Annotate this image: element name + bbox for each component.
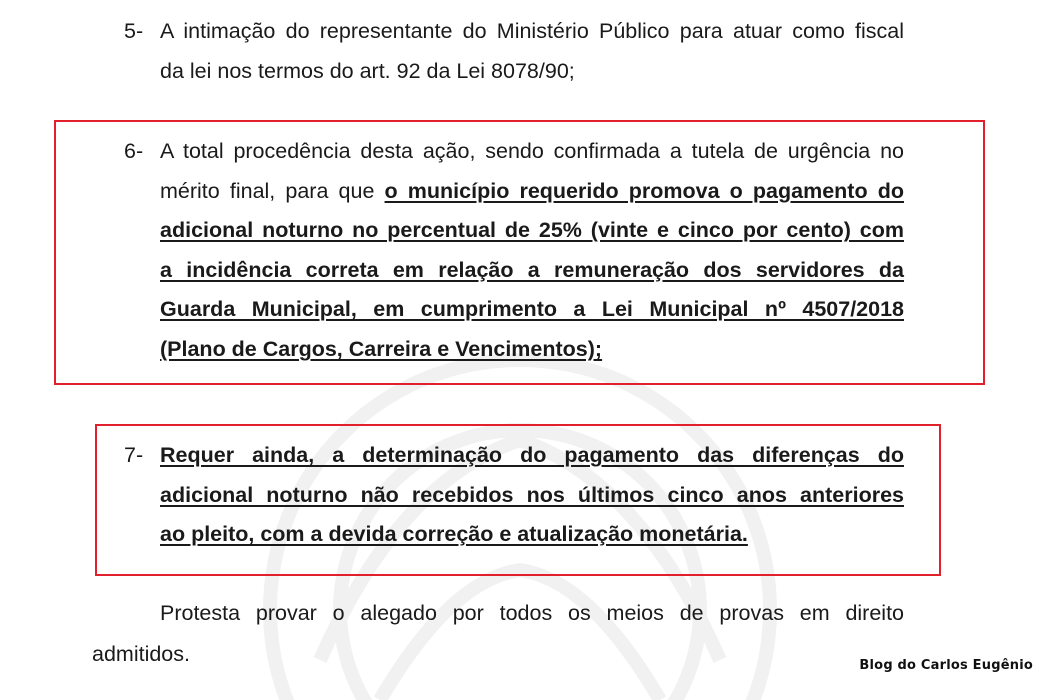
bold-underlined-line: adicional noturno não recebidos nos últimos cinco anos anteriores bbox=[160, 482, 904, 507]
plain-text: mérito final, para que bbox=[160, 178, 385, 203]
closing-line: admitidos. bbox=[92, 642, 190, 666]
blog-credit: Blog do Carlos Eugênio bbox=[859, 658, 1033, 673]
bold-underlined-text: ao pleito, com a devida correção e atualização monetária. bbox=[160, 522, 748, 547]
item-text bbox=[160, 132, 904, 370]
text-line: A total procedência desta ação, sendo confirmada a tutela de urgência no bbox=[160, 139, 904, 163]
text-line bbox=[160, 330, 904, 370]
closing-paragraph bbox=[92, 593, 904, 675]
closing-line: Protesta provar o alegado por todos os meios de provas em direito bbox=[160, 601, 904, 625]
item-number: 5- bbox=[124, 19, 144, 43]
bold-underlined-line: adicional noturno no percentual de 25% (vinte e cinco por cento) com bbox=[160, 218, 904, 243]
text-line: A intimação do representante do Ministério Público para atuar como fiscal bbox=[160, 19, 904, 43]
text-line bbox=[160, 515, 904, 555]
item-text bbox=[160, 12, 904, 91]
text-line: da lei nos termos do art. 92 da Lei 8078/90; bbox=[160, 58, 575, 83]
bold-underlined-line: Guarda Municipal, em cumprimento a Lei Municipal nº 4507/2018 bbox=[160, 297, 904, 322]
text-line-mixed bbox=[160, 172, 904, 212]
item-number: 6- bbox=[124, 139, 144, 163]
bold-underlined-text: o município requerido promova o pagamento do bbox=[384, 178, 904, 203]
item-text bbox=[160, 436, 904, 555]
item-number: 7- bbox=[124, 443, 144, 467]
bold-underlined-line: a incidência correta em relação a remuneração dos servidores da bbox=[160, 257, 904, 282]
bold-underlined-line: Requer ainda, a determinação do pagamento das diferenças do bbox=[160, 443, 904, 467]
bold-underlined-text: (Plano de Cargos, Carreira e Vencimentos); bbox=[160, 336, 603, 361]
